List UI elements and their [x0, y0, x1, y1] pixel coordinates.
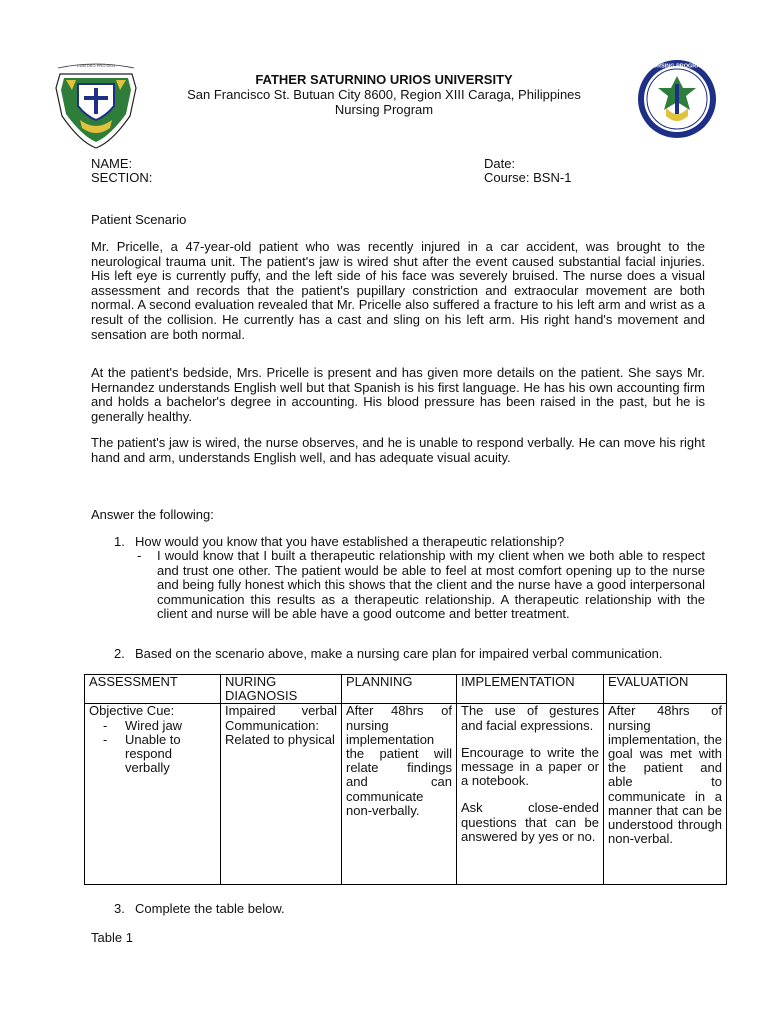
seal-motto: CUM DEO PRO DEO — [76, 63, 116, 68]
assessment-cell — [85, 704, 221, 885]
document-header — [150, 72, 618, 117]
care-plan-table — [84, 674, 727, 885]
questions-intro: Answer the following: — [91, 507, 214, 522]
course-label: Course: BSN-1 — [484, 170, 572, 185]
table-header-cell: PLANNING — [342, 675, 457, 704]
answer-1: I would know that I built a therapeutic relationship with my client when we both able to respect and trust one other. The patient would be able to feel at most comfort opening up to the nurse and being fully honest which this shows that the client and the nurse have a good interpersonal communication this results as a therapeutic relationship. A therapeutic relationship with the client and nurse will be able have a good outcome and better treatment. — [157, 548, 705, 622]
implementation-item: Encourage to write the message in a paper or a notebook. — [461, 744, 599, 789]
answer-dash: - — [137, 548, 142, 563]
evaluation-cell: After 48hrs of nursing implementation, the goal was met with the patient and able to communicate in a manner that can be understood through non-verbal. — [604, 704, 727, 885]
question-number: 2. — [114, 646, 125, 661]
table-header-cell: ASSESSMENT — [85, 675, 221, 704]
implementation-cell — [457, 704, 604, 885]
implementation-item: Ask close-ended questions that can be answered by yes or no. — [461, 800, 599, 844]
question-3: Complete the table below. — [135, 901, 285, 916]
implementation-item: The use of gestures and facial expressions. — [461, 703, 599, 733]
program-name: Nursing Program — [334, 102, 434, 117]
date-label: Date: — [484, 156, 516, 171]
table-caption: Table 1 — [91, 930, 133, 945]
list-item: - Unable to respond verbally — [103, 731, 181, 776]
seal-title: NURSING PROGRAM — [649, 63, 705, 70]
table-row — [85, 704, 727, 885]
name-label: NAME: — [91, 156, 133, 171]
scenario-paragraph: At the patient's bedside, Mrs. Pricelle is present and has given more details on the patient. She says Mr. Hernandez understands English well but that Spanish is his first language. He has his own accounting firm and holds a bachelor's degree in accounting. His blood pressure has been raised in the past, but he is generally healthy. — [91, 365, 705, 424]
nursing-program-seal-logo — [636, 58, 718, 140]
question-number: 3. — [114, 901, 125, 916]
table-header-cell: EVALUATION — [604, 675, 727, 704]
university-name: FATHER SATURNINO URIOS UNIVERSITY — [255, 72, 513, 87]
diagnosis-cell: Impaired verbal Communication: Related to physical — [221, 704, 342, 885]
list-item: - Wired jaw — [103, 717, 183, 733]
table-header-cell: NURING DIAGNOSIS — [221, 675, 342, 704]
scenario-title: Patient Scenario — [91, 212, 187, 227]
scenario-paragraph: The patient's jaw is wired, the nurse observes, and he is unable to respond verbally. He can move his right hand and arm, understands English well, and has adequate visual acuity. — [91, 435, 705, 465]
question-1: How would you know that you have established a therapeutic relationship? — [135, 534, 565, 549]
assessment-title: Objective Cue: — [89, 703, 175, 719]
question-2: Based on the scenario above, make a nursing care plan for impaired verbal communication. — [135, 646, 663, 661]
assessment-list — [89, 719, 216, 776]
scenario-paragraph: Mr. Pricelle, a 47-year-old patient who was recently injured in a car accident, was brought to the neurological trauma unit. The patient's jaw is wired shut after the event caused substantial facial injuries. His left eye is currently puffy, and the left side of his face was severely bruised. The nurse does a visual assessment and records that the patient's pupillary constriction and extraocular movement are both normal. A second evaluation revealed that Mr. Pricelle also suffered a fracture to his left arm and wrist as a result of the collision. He currently has a cast and sling on his left arm. His right hand's movement and sensation are both normal. — [91, 239, 705, 342]
planning-cell: After 48hrs of nursing implementation the patient will relate findings and can communicate non-verbally. — [342, 704, 457, 885]
table-header-row — [85, 675, 727, 704]
table-header-cell: IMPLEMENTATION — [457, 675, 604, 704]
section-label: SECTION: — [91, 170, 153, 185]
university-seal-logo — [50, 58, 142, 150]
question-number: 1. — [114, 534, 125, 549]
university-address: San Francisco St. Butuan City 8600, Region XIII Caraga, Philippines — [187, 87, 581, 102]
